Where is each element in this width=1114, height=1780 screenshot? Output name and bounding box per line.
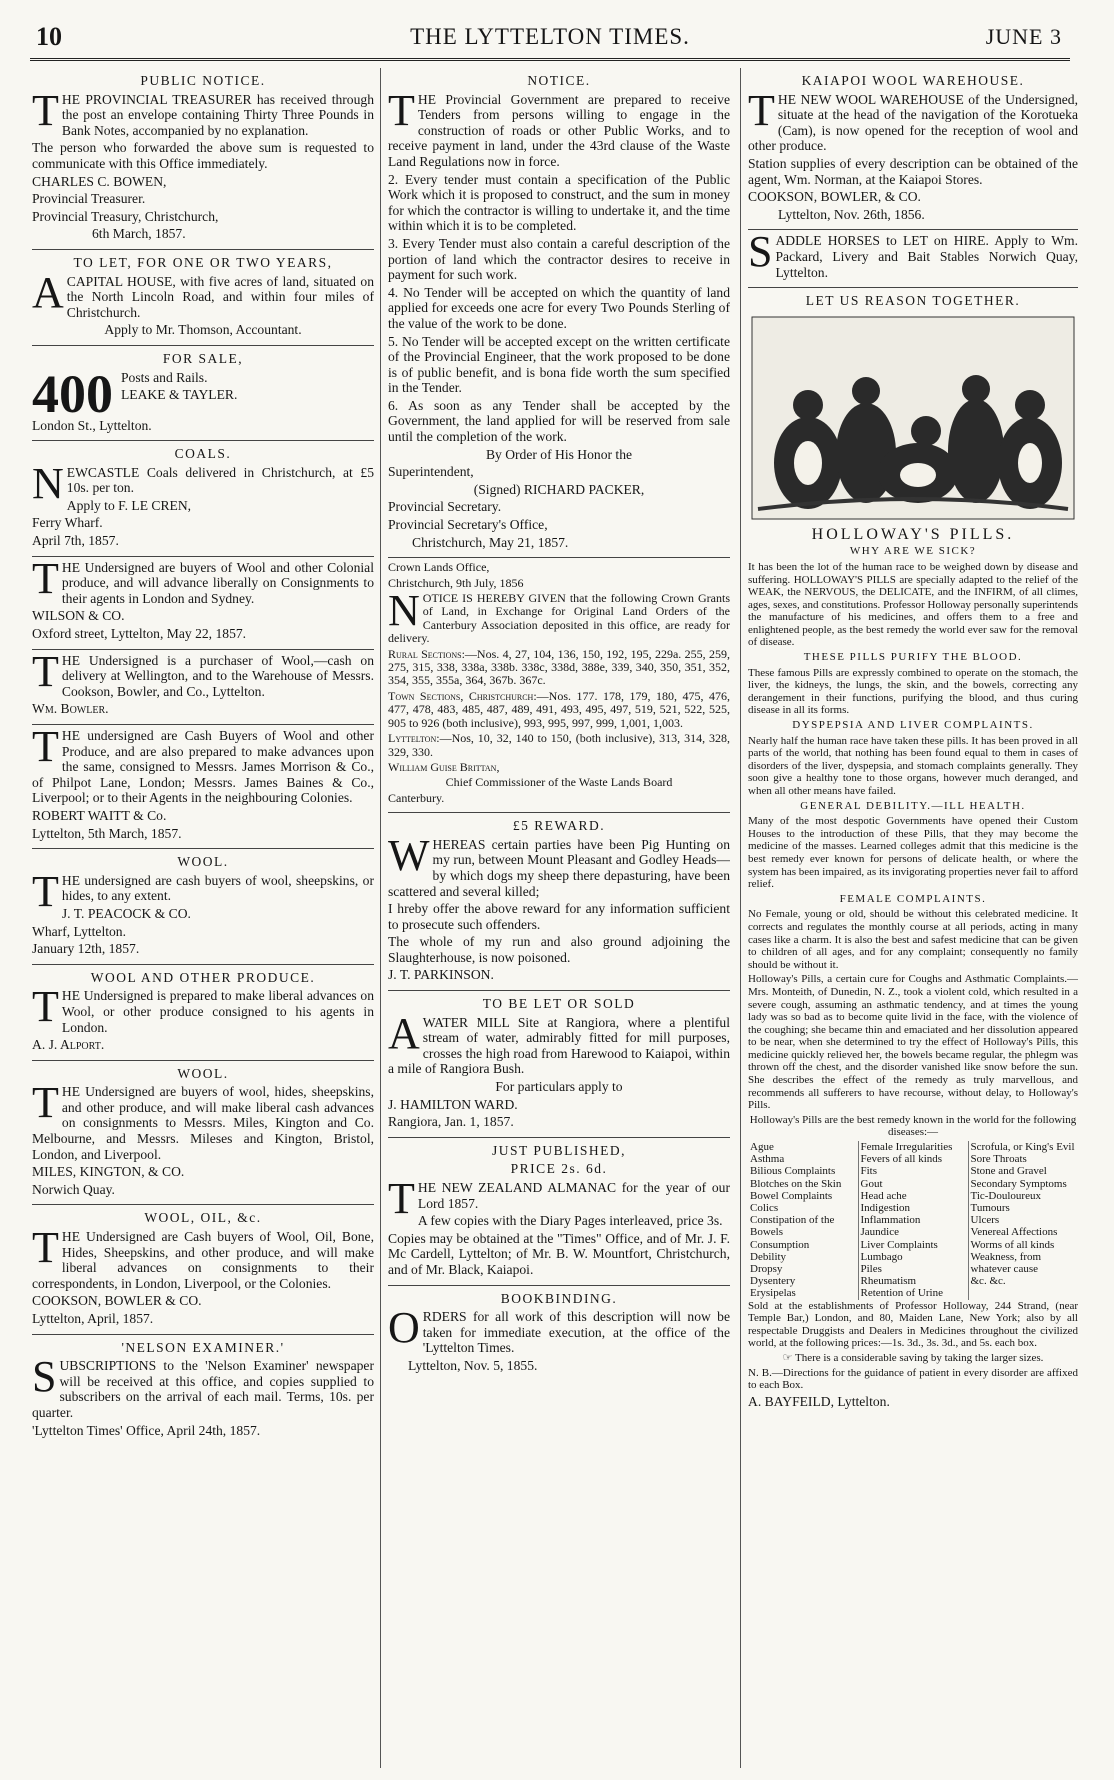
ad-date: April 7th, 1857. bbox=[32, 533, 119, 549]
section-heading: DYSPEPSIA AND LIVER COMPLAINTS. bbox=[792, 719, 1034, 732]
column-left bbox=[32, 68, 374, 1768]
ad-body: HE Undersigned is a purchaser of Wool,—cash on delivery at Wellington, and to the Warehouse of Messrs. Cookson, Bowler, and Co., Lyttelton. bbox=[61, 652, 374, 699]
disease-item: Lumbago bbox=[860, 1250, 903, 1263]
ad-peacock bbox=[32, 849, 374, 965]
ad-wilson bbox=[32, 553, 374, 650]
ad-body: RDERS for all work of this description will now be taken for immediate execution, at the office of the 'Lyttelton Times. bbox=[422, 1309, 730, 1356]
disease-item: Colics bbox=[750, 1202, 779, 1215]
disease-item: Asthma bbox=[750, 1153, 785, 1166]
product-title: HOLLOWAY'S PILLS. bbox=[811, 525, 1015, 543]
ad-body: HE Undersigned are buyers of Wool and other Colonial produce, and will advance liberally on Consignments to their agents in London and Sydney. bbox=[61, 559, 374, 606]
ad-body: HE PROVINCIAL TREASURER has received through the post an envelope containing Thirty Three Pounds in Bank Notes, accompanied by no explanation. bbox=[61, 91, 374, 138]
disease-item: Ulcers bbox=[970, 1214, 1000, 1227]
ad-alport bbox=[32, 965, 374, 1061]
disease-item: Inflammation bbox=[860, 1214, 921, 1227]
ad-paragraph: No Female, young or old, should be without this celebrated medicine. It corrects and regulates the monthly course at all periods, acting in many cases like a charm. It is also the best and safest medicine that can be given to children of all ages, and for any complaint; consequently no family should be without it. bbox=[748, 908, 1078, 971]
disease-item: Jaundice bbox=[860, 1226, 899, 1239]
ad-date: 6th March, 1857. bbox=[92, 226, 186, 242]
drop-cap: T bbox=[32, 722, 59, 771]
ad-signer: ROBERT WAITT & Co. bbox=[32, 807, 167, 823]
disease-item: Bilious Complaints bbox=[750, 1165, 836, 1178]
ad-apply: Apply to F. LE CREN, bbox=[66, 497, 192, 513]
disease-item: Retention of Urine bbox=[860, 1287, 943, 1300]
section-label: Lyttelton: bbox=[388, 731, 440, 746]
ad-for-sale bbox=[32, 346, 374, 441]
ad-body: HE undersigned are Cash Buyers of Wool and other Produce, and are also prepared to make advances upon the same, consigned to Messrs. James Morrison & Co., of Philpot Lane, London; Messrs. James Baines & Co., Liverpool; or to their Agents in the neighbouring Colonies. bbox=[32, 728, 374, 806]
ad-sold-at: Sold at the establishments of Professor Holloway, 244 Strand, (near Temple Bar,) London, and 80, Maiden Lane, New York; also by all respectable Druggists and Dealers in Medicines throughout the civilized world, at the following prices:—1s. 3d., 3s. 3d., and 5s. each box. bbox=[748, 1299, 1078, 1350]
ad-miles bbox=[32, 1061, 374, 1206]
section-heading: FEMALE COMPLAINTS. bbox=[839, 892, 987, 905]
column-rule bbox=[740, 68, 741, 1768]
ad-heading: WOOL AND OTHER PRODUCE. bbox=[90, 969, 316, 985]
ad-place: Provincial Treasury, Christchurch, bbox=[32, 208, 219, 224]
ad-signer-title: Provincial Secretary. bbox=[388, 499, 502, 515]
disease-item: Constipation of the Bowels bbox=[750, 1214, 835, 1239]
ad-signer: J. HAMILTON WARD. bbox=[388, 1096, 518, 1112]
disease-item: Blotches on the Skin bbox=[750, 1177, 842, 1190]
ad-body: HE undersigned are cash buyers of wool, sheepskins, or hides, to any extent. bbox=[61, 872, 374, 904]
ad-body: HE NEW ZEALAND ALMANAC for the year of our Lord 1857. bbox=[417, 1180, 730, 1211]
disease-item: Gout bbox=[860, 1177, 883, 1190]
ad-place: Provincial Secretary's Office, bbox=[388, 517, 548, 533]
ad-body: UBSCRIPTIONS to the 'Nelson Examiner' newspaper will be received at this office, and copies supplied to subscribers on the arrival of each mail. Terms, 10s. per quarter. bbox=[32, 1358, 374, 1420]
ad-paragraph: Many of the most despotic Governments have opened their Custom Houses to the introduction of these Pills, that they may become the medicine of the masses. Learned colleges admit that this medicine is the best remedy ever known for persons of delicate health, or where the system has been impaired, as its invigorating properties never fail to afford relief. bbox=[748, 815, 1078, 891]
section-label: Town Sections, Christchurch: bbox=[388, 688, 537, 703]
ad-heading: 'NELSON EXAMINER.' bbox=[121, 1339, 285, 1355]
ad-bookbinding bbox=[388, 1286, 730, 1381]
ad-body: HE Provincial Government are prepared to receive Tenders from persons willing to engage in the construction of roads or other Public Works, and to receive payment in land, under the 43rd clause of the Waste Land Regulations now in force. bbox=[388, 91, 730, 169]
ad-reward bbox=[388, 813, 730, 991]
column-rule bbox=[380, 68, 381, 1768]
ad-signer: J. T. PARKINSON. bbox=[388, 967, 494, 983]
ad-signer-place: Canterbury. bbox=[388, 790, 445, 805]
disease-item: Worms of all kinds bbox=[970, 1238, 1055, 1251]
ad-apply: For particulars apply to bbox=[495, 1079, 623, 1095]
disease-item: Bowel Complaints bbox=[750, 1189, 833, 1202]
disease-column bbox=[858, 1141, 968, 1300]
ad-body: ADDLE HORSES to LET on HIRE. Apply to Wm. Packard, Livery and Bait Stables Norwich Quay, Lyttelton. bbox=[775, 233, 1078, 280]
engraving-illustration bbox=[748, 313, 1078, 523]
ad-heading: TO LET, FOR ONE OR TWO YEARS, bbox=[73, 254, 333, 270]
disease-item: Ague bbox=[750, 1141, 774, 1154]
drop-cap: T bbox=[32, 866, 59, 916]
drop-cap: A bbox=[32, 267, 64, 317]
disease-item: Tic-Douloureux bbox=[970, 1189, 1041, 1202]
section-numbers: —Nos. 177. 178, 179, 180, 475, 476, 477, 478, 483, 485, 487, 489, 491, 493, 495, 497, 519, 521, 522, 525, 905 to 926 (both inclusive), 993, 995, 997, 999, 1,001, 1,003. bbox=[388, 688, 730, 730]
drop-cap: N bbox=[32, 458, 64, 508]
ad-place: Norwich Quay. bbox=[32, 1181, 115, 1197]
ad-body: CAPITAL HOUSE, with five acres of land, situated on the North Lincoln Road, and within four miles of Christchurch. bbox=[66, 273, 374, 320]
disease-item: Fits bbox=[860, 1165, 878, 1178]
ad-date: Lyttelton, Nov. 5, 1855. bbox=[408, 1357, 538, 1373]
drop-cap: T bbox=[748, 85, 775, 135]
ad-place: Crown Lands Office, bbox=[388, 560, 490, 575]
section-heading: THESE PILLS PURIFY THE BLOOD. bbox=[803, 651, 1023, 664]
ad-signer: MILES, KINGTON, & CO. bbox=[32, 1164, 185, 1180]
ad-signer: COOKSON, BOWLER, & CO. bbox=[748, 189, 921, 205]
ad-order: By Order of His Honor the bbox=[485, 446, 633, 462]
newspaper-title: THE LYTTELTON TIMES. bbox=[410, 24, 690, 49]
ad-clause: 4. No Tender will be accepted on which the quantity of land applied for exceeds one acre for every Two Pounds Sterling of the value of the work to be done. bbox=[388, 284, 730, 331]
section-heading: GENERAL DEBILITY.—ILL HEALTH. bbox=[800, 799, 1026, 812]
ad-body: WATER MILL Site at Rangiora, where a plentiful stream of water, admirably fitted for mill purposes, crosses the high road from Harewood to Kaiapoi, within a mile of Rangiora Bush. bbox=[388, 1014, 730, 1077]
disease-item: Head ache bbox=[860, 1189, 907, 1202]
ad-clause: 6. As soon as any Tender shall be accepted by the Government, the land applied for will be reserved from sale until the completion of the work. bbox=[388, 397, 730, 445]
ad-place: Ferry Wharf. bbox=[32, 515, 103, 531]
ad-heading: PUBLIC NOTICE. bbox=[140, 73, 266, 88]
ad-waitt bbox=[32, 722, 374, 849]
ad-signer: WILSON & CO. bbox=[32, 608, 125, 624]
disease-table bbox=[748, 1141, 1078, 1300]
drop-cap: T bbox=[32, 646, 59, 696]
ad-heading: WOOL, OIL, &c. bbox=[144, 1210, 262, 1226]
drop-cap: T bbox=[388, 85, 415, 135]
ad-heading: KAIAPOI WOOL WAREHOUSE. bbox=[801, 73, 1025, 88]
section-heading: WHY ARE WE SICK? bbox=[849, 545, 977, 558]
ad-tenders bbox=[388, 68, 730, 558]
disease-item: Debility bbox=[750, 1250, 787, 1263]
ad-signer: (Signed) RICHARD PACKER, bbox=[473, 481, 645, 497]
disease-list-intro: Holloway's Pills are the best remedy known in the world for the following diseases:— bbox=[749, 1113, 1077, 1139]
disease-item: &c. &c. bbox=[970, 1275, 1006, 1288]
ad-signer: William Guise Brittan, bbox=[388, 759, 500, 774]
ad-date: Rangiora, Jan. 1, 1857. bbox=[388, 1114, 514, 1130]
ad-date: January 12th, 1857. bbox=[32, 941, 140, 957]
ad-holloways-pills bbox=[748, 288, 1078, 1416]
ad-paragraph: It has been the lot of the human race to be weighed down by disease and suffering. HOLLOWAY'S PILLS are specially adapted to the relief of the WEAK, the NERVOUS, the DELICATE, and the INFIRM, of all climes, ages, sexes, and constitutions. Professor Holloway personally superintends the manufacture of his medicines, and offers them to a free and enlightened people, as the best remedy the world ever saw for the removal of disease. bbox=[748, 560, 1078, 649]
ad-paragraph: These famous Pills are expressly combined to operate on the stomach, the liver, the kidneys, the lungs, the skin, and the bowels, correcting any derangement in their functions, purifying the blood, and thus curing disease in all its forms. bbox=[748, 666, 1078, 717]
disease-item: Scrofula, or King's Evil bbox=[970, 1141, 1075, 1154]
disease-column bbox=[748, 1141, 858, 1300]
ad-heading: £5 REWARD. bbox=[512, 818, 606, 834]
ad-heading: JUST PUBLISHED, bbox=[491, 1142, 627, 1158]
disease-item: Rheumatism bbox=[860, 1275, 917, 1288]
disease-item: Fevers of all kinds bbox=[860, 1153, 943, 1166]
sale-item: Posts and Rails. bbox=[121, 369, 208, 385]
ad-apply: Apply to Mr. Thomson, Accountant. bbox=[104, 322, 302, 338]
ad-body: Copies may be obtained at the "Times" Office, and of Mr. J. F. Mc Cardell, Lyttelton; of Mr. B. W. Mountfort, Christchurch, and of Mr. Black, Kaiapoi. bbox=[388, 1230, 730, 1277]
ad-body: HE Undersigned are buyers of wool, hides, sheepskins, and other produce, and will make liberal cash advances on consignments to Messrs. Miles, Kington and Co. Melbourne, and Messrs. Mileses and Kington, Bristol, London, and Liverpool. bbox=[32, 1084, 374, 1162]
disease-item: Stone and Gravel bbox=[970, 1165, 1047, 1178]
disease-item: Venereal Affections bbox=[970, 1226, 1058, 1239]
ad-date: Lyttelton, Nov. 26th, 1856. bbox=[778, 206, 925, 222]
ad-place: Wharf, Lyttelton. bbox=[32, 923, 126, 939]
drop-cap: W bbox=[388, 830, 430, 880]
ad-body: I hreby offer the above reward for any information sufficient to prosecute such offenders. bbox=[388, 901, 730, 932]
masthead bbox=[30, 18, 1070, 61]
ad-water-mill bbox=[388, 991, 730, 1138]
ad-order: Superintendent, bbox=[388, 464, 474, 480]
ad-testimonial: Holloway's Pills, a certain cure for Coughs and Asthmatic Complaints.—Mrs. Monteith, of Dunedin, N. Z., took a violent cold, which resulted in a severe cough, assuming an asthmatic tendency, and at times the young lady was so bad as to become quite livid in the face, with the violence of the coughing; she became thin and emaciated and her dissolution appeared to be near, when she determined to try the effect of Holloway's Pills, this medicine quickly relieved her, the bowels became regular, the phlegm was thrown off the chest, and the disorder vanished like snow before the sun. She describes the effect of the remedy as truly marvellous, and recommends all sufferers to have recourse, without delay, to Holloway's Pills. bbox=[748, 973, 1078, 1112]
drop-cap: T bbox=[32, 1223, 59, 1273]
ad-place: Oxford street, Lyttelton, May 22, 1857. bbox=[32, 626, 247, 642]
ad-nelson bbox=[32, 1335, 374, 1446]
ad-saddle-horses bbox=[748, 227, 1078, 288]
drop-cap: S bbox=[748, 227, 773, 277]
drop-cap: T bbox=[388, 1174, 415, 1223]
disease-item: Female Irregularities bbox=[860, 1141, 953, 1154]
drop-cap: A bbox=[388, 1008, 420, 1058]
drop-cap: T bbox=[32, 553, 59, 603]
drop-cap: S bbox=[32, 1352, 57, 1402]
ad-body: HEREAS certain parties have been Pig Hunting on my run, between Mount Pleasant and Godley Heads—by which dogs my sheep there depasturing, have been scattered and several killed; bbox=[388, 836, 730, 899]
disease-item: Dysentery bbox=[750, 1275, 796, 1288]
ad-heading: TO BE LET OR SOLD bbox=[482, 996, 636, 1012]
ad-public-notice bbox=[32, 68, 374, 250]
ad-cookson bbox=[32, 1205, 374, 1334]
ad-heading: WOOL. bbox=[177, 1065, 229, 1081]
disease-item: Tumours bbox=[970, 1202, 1010, 1215]
ad-body: A few copies with the Diary Pages interleaved, price 3s. bbox=[417, 1213, 723, 1229]
disease-item: Dropsy bbox=[750, 1263, 783, 1276]
ad-kaiapoi-warehouse bbox=[748, 68, 1078, 230]
ad-clause: 3. Every Tender must also contain a careful description of the portion of land which the contractor desires to receive in payment for such work. bbox=[388, 235, 730, 283]
ad-body: The whole of my run and also ground adjoining the Slaughterhouse, is now poisoned. bbox=[388, 934, 730, 965]
drop-cap: N bbox=[388, 586, 420, 636]
ad-clause: 5. No Tender will be accepted except on the written certificate of the Provincial Engineer, that the work proposed to be done is of public benefit, and is bona fide worth the sum specified in the Tender. bbox=[388, 333, 730, 396]
section-label: Rural Sections: bbox=[388, 646, 465, 661]
ad-body: Station supplies of every description can be obtained of the agent, Wm. Norman, at the Kaiapoi Stores. bbox=[748, 155, 1078, 187]
ad-date: Christchurch, 9th July, 1856 bbox=[388, 575, 524, 590]
ad-bowler bbox=[32, 646, 374, 725]
ad-body: HE Undersigned are Cash buyers of Wool, Oil, Bone, Hides, Sheepskins, and other produce, and will make liberal advances on consignments to their correspondents, in London, Liverpool, or the Colonies. bbox=[32, 1229, 374, 1291]
column-middle bbox=[388, 68, 730, 1768]
ad-signer: CHARLES C. BOWEN, bbox=[32, 173, 167, 189]
ad-signer: Wm. Bowler. bbox=[32, 701, 109, 717]
ad-date: Lyttelton, 5th March, 1857. bbox=[32, 825, 182, 841]
issue-date: JUNE 3 bbox=[985, 24, 1062, 49]
sale-quantity: 400 bbox=[32, 363, 113, 424]
ad-price: PRICE 2s. 6d. bbox=[510, 1161, 608, 1177]
ad-crown-lands bbox=[388, 558, 730, 813]
ad-coals bbox=[32, 441, 374, 557]
disease-item: Piles bbox=[860, 1263, 882, 1276]
ad-signer: A. BAYFEILD, Lyttelton. bbox=[748, 1393, 890, 1409]
page-number: 10 bbox=[36, 22, 62, 51]
ad-signer-title: Chief Commissioner of the Waste Lands Board bbox=[445, 775, 673, 790]
ad-heading: COALS. bbox=[174, 446, 232, 462]
drop-cap: O bbox=[388, 1303, 420, 1353]
drop-cap: T bbox=[32, 1078, 59, 1128]
disease-column bbox=[968, 1141, 1078, 1300]
disease-item: Weakness, from whatever cause bbox=[970, 1250, 1042, 1276]
ad-place: London St., Lyttelton. bbox=[32, 417, 152, 433]
ad-to-let bbox=[32, 250, 374, 346]
section-numbers: —Nos. 4, 27, 104, 136, 150, 192, 195, 229a. 255, 259, 275, 315, 338, 338a, 338b. 338c, 338d, 388e, 339, 340, 350, 351, 352, 354, 355, 355a, 364, 367b. 367c. bbox=[388, 646, 730, 688]
disease-item: Secondary Symptoms bbox=[970, 1177, 1067, 1190]
ad-date: Christchurch, May 21, 1857. bbox=[412, 534, 569, 550]
column-right bbox=[748, 68, 1078, 1768]
disease-item: Erysipelas bbox=[750, 1287, 796, 1300]
ad-heading: WOOL. bbox=[177, 854, 229, 870]
ad-body: HE NEW WOOL WAREHOUSE of the Undersigned, situate at the head of the navigation of the Korotueka (Cam), is now opened for the reception of wool and other produce. bbox=[748, 91, 1078, 154]
disease-item: Consumption bbox=[750, 1238, 810, 1251]
ad-saving-note: ☞ There is a considerable saving by taking the larger sizes. bbox=[782, 1352, 1044, 1365]
ad-paragraph: Nearly half the human race have taken these pills. It has been proved in all parts of the world, that nothing has been found equal to them in cases of disorders of the liver, dyspepsia, and stomach complaints generally. They soon give a healthy tone to those organs, however much deranged, and when all other means have failed. bbox=[748, 734, 1078, 797]
ad-body: The person who forwarded the above sum is requested to communicate with this Office immediately. bbox=[32, 140, 374, 171]
ad-almanac bbox=[388, 1138, 730, 1286]
ad-body: EWCASTLE Coals delivered in Christchurch, at £5 10s. per ton. bbox=[66, 464, 374, 496]
drop-cap: T bbox=[32, 982, 59, 1032]
ad-date: 'Lyttelton Times' Office, April 24th, 1857. bbox=[32, 1422, 261, 1438]
ad-body: HE Undersigned is prepared to make liberal advances on Wool, or other produce consigned to his agents in London. bbox=[61, 988, 374, 1035]
ad-date: Lyttelton, April, 1857. bbox=[32, 1311, 154, 1326]
ad-nb: N. B.—Directions for the guidance of patient in every disorder are affixed to each Box. bbox=[748, 1366, 1078, 1392]
disease-item: Liver Complaints bbox=[860, 1238, 938, 1251]
ad-signer: COOKSON, BOWLER & CO. bbox=[32, 1293, 202, 1309]
ad-signer: J. T. PEACOCK & CO. bbox=[61, 905, 191, 921]
ad-heading: NOTICE. bbox=[527, 73, 591, 88]
ad-clause: 2. Every tender must contain a specification of the Public Work which it is proposed to construct, and the sum in money for which the contractor is willing to undertake it, and the time within which it is to be completed. bbox=[388, 171, 730, 234]
ad-body: OTICE IS HEREBY GIVEN that the following Crown Grants of Land, in Exchange for Original Land Orders of the Canterbury Association deposited in this office, are ready for delivery. bbox=[388, 591, 730, 646]
ad-signer: A. J. Alport. bbox=[32, 1037, 105, 1053]
ad-signer: LEAKE & TAYLER. bbox=[121, 387, 238, 403]
ad-heading: FOR SALE, bbox=[162, 350, 244, 366]
section-numbers: —Nos, 10, 32, 140 to 150, (both inclusive), 313, 314, 328, 329, 330. bbox=[388, 731, 730, 759]
disease-item: Sore Throats bbox=[970, 1153, 1027, 1166]
ad-signer-title: Provincial Treasurer. bbox=[32, 191, 146, 207]
ad-heading: LET US REASON TOGETHER. bbox=[805, 293, 1021, 309]
disease-item: Indigestion bbox=[860, 1202, 910, 1215]
drop-cap: T bbox=[32, 85, 59, 135]
ad-heading: BOOKBINDING. bbox=[500, 1290, 618, 1306]
